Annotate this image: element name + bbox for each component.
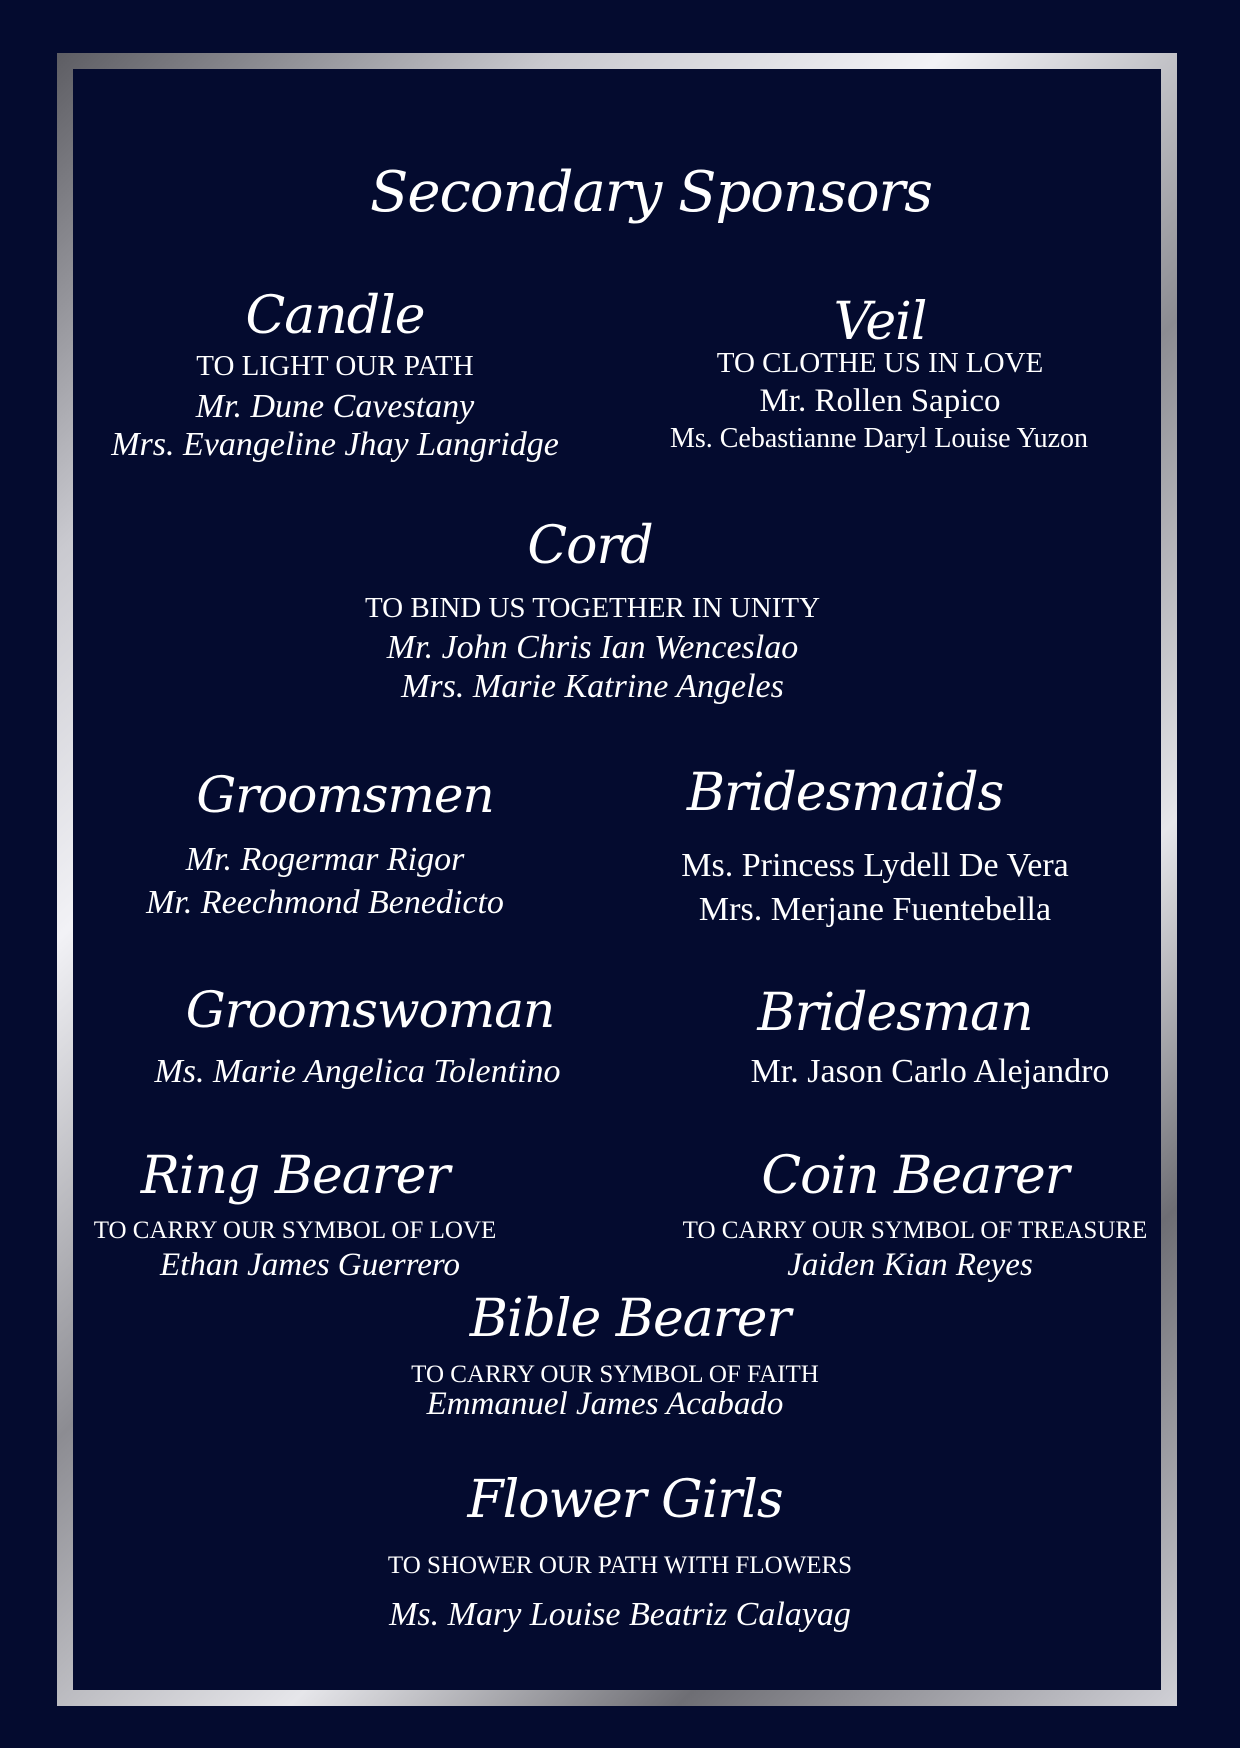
section-heading: Bridesmaids [686, 763, 1004, 823]
section-heading: Bible Bearer [469, 1289, 791, 1349]
sponsor-name: Jaiden Kian Reyes [787, 1247, 1033, 1283]
sponsor-name: Ethan James Guerrero [160, 1247, 460, 1283]
section-heading: Bridesman [757, 983, 1033, 1043]
sponsor-name: Ms. Cebastianne Daryl Louise Yuzon [669, 423, 1089, 454]
sponsor-name: Mrs. Marie Katrine Angeles [401, 668, 784, 705]
sponsor-name: Ms. Mary Louise Beatriz Calayag [389, 1596, 851, 1633]
section-heading: Cord [527, 516, 653, 576]
section-heading: Ring Bearer [140, 1146, 450, 1206]
section-heading: Groomswoman [185, 981, 555, 1039]
sponsor-name: Mr. Dune Cavestany [195, 388, 475, 425]
section-tagline: TO CARRY OUR SYMBOL OF TREASURE [682, 1217, 1148, 1244]
sponsor-name: Ms. Princess Lydell De Vera [681, 847, 1069, 884]
section-heading: Veil [833, 292, 927, 352]
section-heading: Flower Girls [467, 1470, 783, 1530]
sponsor-name: Emmanuel James Acabado [426, 1386, 784, 1422]
section-heading: Groomsmen [196, 766, 494, 824]
section-heading: Coin Bearer [761, 1146, 1069, 1206]
sponsor-name: Mrs. Merjane Fuentebella [698, 891, 1052, 928]
sponsor-name: Mr. John Chris Ian Wenceslao [386, 629, 799, 666]
sponsor-name: Mr. Rollen Sapico [759, 383, 1001, 419]
sponsor-name: Mrs. Evangeline Jhay Langridge [111, 426, 559, 463]
section-heading: Candle [245, 286, 425, 346]
page-title: Secondary Sponsors [370, 160, 933, 225]
section-tagline: TO CLOTHE US IN LOVE [716, 347, 1044, 379]
section-tagline: TO LIGHT OUR PATH [196, 350, 474, 382]
sponsor-name: Mr. Reechmond Benedicto [146, 884, 504, 921]
sponsor-name: Mr. Rogermar Rigor [185, 841, 465, 878]
section-tagline: TO SHOWER OUR PATH WITH FLOWERS [387, 1552, 853, 1579]
sponsor-name: Ms. Marie Angelica Tolentino [154, 1053, 561, 1090]
section-tagline: TO CARRY OUR SYMBOL OF LOVE [93, 1217, 497, 1244]
section-tagline: TO BIND US TOGETHER IN UNITY [364, 592, 821, 624]
section-tagline: TO CARRY OUR SYMBOL OF FAITH [411, 1361, 819, 1388]
sponsor-name: Mr. Jason Carlo Alejandro [750, 1053, 1110, 1090]
